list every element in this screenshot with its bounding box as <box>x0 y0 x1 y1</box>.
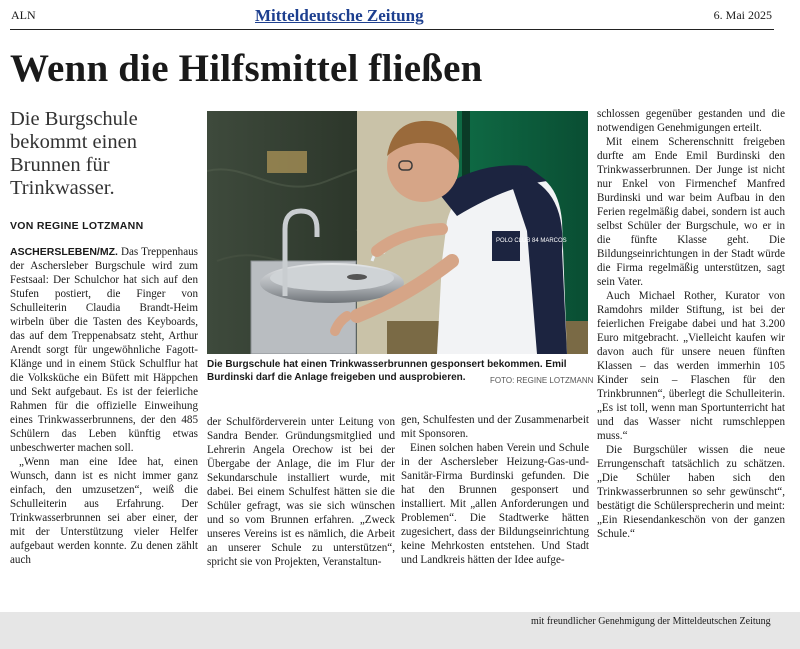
edition-code: ALN <box>11 8 36 22</box>
article-byline: VON REGINE LOTZMANN <box>10 220 144 232</box>
photo-caption: Die Burgschule hat einen Trinkwasserbrunnen gesponsert bekommen. Emil Burdinski darf die Anlage freigeben und ausprobieren. <box>207 359 567 383</box>
photo-credit: FOTO: REGINE LOTZMANN <box>490 376 594 385</box>
article-deck: Die Burgschule bekommt einen Brunnen für Trinkwasser. <box>10 108 138 199</box>
permission-note: mit freundlicher Genehmigung der Mitteldeutschen Zeitung <box>531 616 771 627</box>
article-column-1 <box>10 245 198 567</box>
issue-date: 6. Mai 2025 <box>713 8 772 22</box>
article-paragraph: „Wenn man eine Idee hat, einen Wunsch, dann ist es nicht immer ganz einfach, den umzusetzen“, weiß die Schulleiterin aus Erfahrung. Der Trinkwasserbrunnen sei aber einer, der mit der Unterstützung vieler Helfer aufgebaut werden konnte. Zu denen zählt auch <box>10 456 198 566</box>
drinking-fountain-photo <box>207 111 588 354</box>
article-paragraph: schlossen gegenüber gestanden und die notwendigen Genehmigungen erteilt. <box>597 108 785 134</box>
newspaper-name[interactable]: Mitteldeutsche Zeitung <box>255 6 424 25</box>
article-photo <box>207 111 588 354</box>
masthead-rule <box>10 29 774 30</box>
article-paragraph: Auch Michael Rother, Kurator von Ramdohrs milder Stiftung, ist bei der feierlichen Freigabe dabei und hat 3.200 Euro mitgebracht. „Vielleicht kaufen wir davon auch für unsere neuen fünften Klassen – das werden immerhin 105 Kinder sein – Flaschen für den Trinkbrunnen“, überlegt die Schulleiterin. „Es ist toll, wenn man Sportunterricht hat und das Wasser nicht rumschleppen muss.“ <box>597 290 785 442</box>
article-column-4 <box>597 107 785 541</box>
article-paragraph: Mit einem Scherenschnitt freigeben durfte am Ende Emil Burdinski den Trinkwasserbrunnen. Der Junge ist nicht nur Enkel von Firmenchef Manfred Burdinski und war beim Aufbau in den Ferien regelmäßig dabei, sondern ist auch selbst Schüler der Burgschule, wo er in die fünfte Klasse geht. Die Bildungseinrichtungen in der Stadt würde die Firma regelmäßig unterstützen, sagt sein Vater. <box>597 136 785 288</box>
article-headline: Wenn die Hilfsmittel fließen <box>10 47 483 90</box>
dateline: ASCHERSLEBEN/MZ. <box>10 246 118 258</box>
article-paragraph: der Schulförderverein unter Leitung von Sandra Bender. Gründungsmitglied und Lehrerin Angela Orechow ist bei der Übergabe der Anlage, die im Flur der Sekundarschule installiert wurde, mit dabei. Bei einem Schulfest hätten sie die Schüler gefragt, was sie sich wünschen und so vom Brunnen erfahren. „Zweck unseres Vereins ist es nämlich, die Arbeit an unserer Schule zu unterstützen“, spricht sie von Projekten, Veranstaltun- <box>207 416 395 568</box>
article-paragraph: Die Burgschüler wissen die neue Errungenschaft tatsächlich zu schätzen. „Die Schüler haben sich den Trinkwasserbrunnen so sehr gewünscht“, bestätigt die Schülersprecherin und meint: „Ein Riesendankeschön von der ganzen Schule.“ <box>597 444 785 540</box>
article-paragraph: Einen solchen haben Verein und Schule in der Aschersleber Heizung-Gas-und-Sanitär-Firma Burdinski gefunden. Die hat den Brunnen gesponsert und installiert. Mit „allen Anforderungen und Problemen“. Die Stadtwerke hätten zugesichert, dass der Bildungseinrichtung keine Mehrkosten entstehen. Und Stadt und Landkreis hätten der Idee aufge- <box>401 442 589 566</box>
article-column-3 <box>401 413 589 567</box>
article-paragraph: ASCHERSLEBEN/MZ. Das Treppenhaus der Aschersleber Burgschule wird zum Festsaal: Der Schulchor hat sich auf den Stufen postiert, die Finger von Schulleiterin Claudia Brandt-Heim wirbeln über die Tasten des Keyboards, das auf dem Treppenabsatz steht, Arthur Arendt sorgt für ungewöhnliche Fagott-Klänge und in einem Stück Schulflur hat die Volksküche ein Büfett mit Häppchen und Sekt aufgebaut. Es ist der feierliche Rahmen für die offizielle Einweihung eines Trinkwasserbrunnens, der den 485 Schülern das Leben künftig etwas unbeschwerter machen soll. <box>10 246 198 454</box>
shirt-print: POLO CLUB 84 MARCOS <box>496 238 567 244</box>
article-paragraph: gen, Schulfesten und der Zusammenarbeit mit Sponsoren. <box>401 414 589 440</box>
article-column-2 <box>207 415 395 569</box>
